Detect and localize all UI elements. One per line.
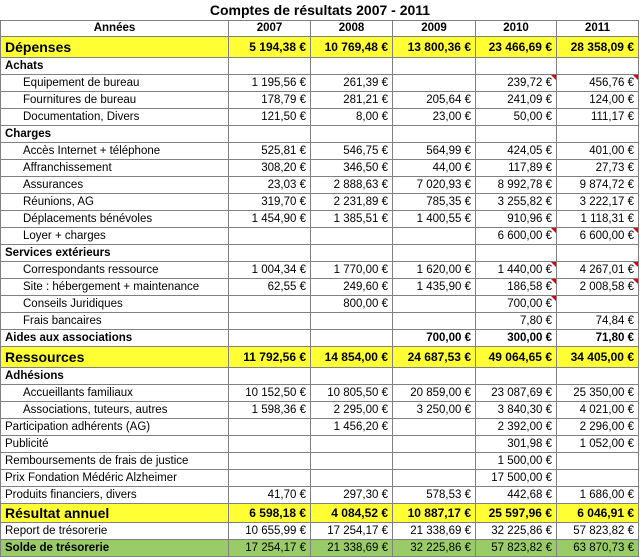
row-label-cell[interactable]: Conseils Juridiques — [1, 296, 229, 313]
table-row — [1, 228, 639, 245]
value-cell-2007[interactable]: 308,20 € — [229, 160, 311, 177]
value-cell-2009[interactable]: 1 400,55 € — [393, 211, 476, 228]
value-cell-2008[interactable]: 10 769,48 € — [311, 37, 393, 58]
table-body — [1, 37, 639, 557]
table-row — [1, 368, 639, 385]
value-cell-2008[interactable]: 1 385,51 € — [311, 211, 393, 228]
value-cell-2010[interactable]: 49 064,65 € — [476, 347, 557, 368]
value-cell-2010[interactable]: 7,80 € — [476, 313, 557, 330]
value-cell-2008[interactable]: 1 770,00 € — [311, 262, 393, 279]
row-label-cell[interactable]: Adhésions — [1, 368, 229, 385]
value-cell-2009[interactable]: 10 887,17 € — [393, 504, 476, 523]
value-cell-2010[interactable]: 17 500,00 € — [476, 470, 557, 487]
value-cell-2008[interactable]: 21 338,69 € — [311, 540, 393, 557]
value-cell-2007[interactable]: 5 194,38 € — [229, 37, 311, 58]
table-row — [1, 279, 639, 296]
header-cell-2007[interactable]: 2007 — [229, 21, 311, 37]
row-label-cell[interactable]: Correspondants ressource — [1, 262, 229, 279]
row-label-cell[interactable]: Prix Fondation Médéric Alzheimer — [1, 470, 229, 487]
value-cell-2007[interactable]: 178,79 € — [229, 92, 311, 109]
row-label-cell[interactable]: Fournitures de bureau — [1, 92, 229, 109]
value-cell-2007[interactable]: 1 195,56 € — [229, 75, 311, 92]
value-cell-2008[interactable] — [311, 245, 393, 262]
value-cell-2011[interactable]: 1 118,31 € — [557, 211, 639, 228]
header-row — [1, 21, 639, 37]
header-cell-years[interactable]: Années — [1, 21, 229, 37]
table-row — [1, 453, 639, 470]
row-label-cell[interactable]: Documentation, Divers — [1, 109, 229, 126]
value-cell-2007[interactable]: 319,70 € — [229, 194, 311, 211]
value-cell-2010[interactable]: 117,89 € — [476, 160, 557, 177]
value-cell-2007[interactable]: 10 655,99 € — [229, 523, 311, 540]
table-row — [1, 58, 639, 75]
sheet-title: Comptes de résultats 2007 - 2011 — [209, 2, 431, 18]
row-label-cell[interactable]: Produits financiers, divers — [1, 487, 229, 504]
value-cell-2011[interactable]: 124,00 € — [557, 92, 639, 109]
row-label-cell[interactable]: Site : hébergement + maintenance — [1, 279, 229, 296]
value-cell-2007[interactable] — [229, 313, 311, 330]
row-label-cell[interactable]: Remboursements de frais de justice — [1, 453, 229, 470]
value-cell-2007[interactable]: 23,03 € — [229, 177, 311, 194]
row-label-cell[interactable]: Publicité — [1, 436, 229, 453]
value-cell-2010[interactable]: 2 392,00 € — [476, 419, 557, 436]
value-cell-2008[interactable] — [311, 470, 393, 487]
value-cell-2010[interactable] — [476, 126, 557, 143]
value-cell-2009[interactable]: 20 859,00 € — [393, 385, 476, 402]
value-cell-2010[interactable]: 301,98 € — [476, 436, 557, 453]
value-cell-2010[interactable]: 8 992,78 € — [476, 177, 557, 194]
value-cell-2011[interactable] — [557, 470, 639, 487]
table-row — [1, 109, 639, 126]
table-row — [1, 419, 639, 436]
table-row — [1, 504, 639, 523]
value-cell-2007[interactable] — [229, 470, 311, 487]
value-cell-2010[interactable] — [476, 58, 557, 75]
table-row — [1, 313, 639, 330]
value-cell-2011[interactable]: 27,73 € — [557, 160, 639, 177]
value-cell-2010[interactable]: 50,00 € — [476, 109, 557, 126]
row-label-cell[interactable]: Associations, tuteurs, autres — [1, 402, 229, 419]
table-row — [1, 160, 639, 177]
value-cell-2011[interactable]: 6 600,00 € — [557, 228, 639, 245]
header-cell-2009[interactable]: 2009 — [393, 21, 476, 37]
value-cell-2011[interactable]: 1 686,00 € — [557, 487, 639, 504]
value-cell-2009[interactable] — [393, 313, 476, 330]
table-row — [1, 402, 639, 419]
value-cell-2007[interactable] — [229, 453, 311, 470]
value-cell-2008[interactable] — [311, 436, 393, 453]
value-cell-2011[interactable] — [557, 245, 639, 262]
value-cell-2009[interactable] — [393, 228, 476, 245]
table-row — [1, 92, 639, 109]
table-row — [1, 347, 639, 368]
table-row — [1, 470, 639, 487]
value-cell-2011[interactable]: 28 358,09 € — [557, 37, 639, 58]
value-cell-2007[interactable]: 1 004,34 € — [229, 262, 311, 279]
value-cell-2008[interactable] — [311, 453, 393, 470]
value-cell-2007[interactable] — [229, 58, 311, 75]
value-cell-2008[interactable] — [311, 330, 393, 347]
value-cell-2010[interactable]: 3 840,30 € — [476, 402, 557, 419]
value-cell-2011[interactable]: 25 350,00 € — [557, 385, 639, 402]
value-cell-2009[interactable]: 700,00 € — [393, 330, 476, 347]
value-cell-2007[interactable] — [229, 419, 311, 436]
value-cell-2009[interactable] — [393, 368, 476, 385]
table-row — [1, 211, 639, 228]
value-cell-2009[interactable]: 13 800,36 € — [393, 37, 476, 58]
value-cell-2011[interactable]: 401,00 € — [557, 143, 639, 160]
results-table — [0, 20, 639, 557]
table-row — [1, 194, 639, 211]
value-cell-2009[interactable]: 21 338,69 € — [393, 523, 476, 540]
value-cell-2009[interactable]: 785,35 € — [393, 194, 476, 211]
value-cell-2008[interactable]: 800,00 € — [311, 296, 393, 313]
value-cell-2011[interactable]: 74,84 € — [557, 313, 639, 330]
value-cell-2008[interactable]: 249,60 € — [311, 279, 393, 296]
value-cell-2010[interactable]: 239,72 € — [476, 75, 557, 92]
table-row — [1, 126, 639, 143]
value-cell-2009[interactable]: 1 435,90 € — [393, 279, 476, 296]
value-cell-2010[interactable]: 32 225,86 € — [476, 523, 557, 540]
value-cell-2011[interactable]: 57 823,82 € — [557, 523, 639, 540]
row-label-cell[interactable]: Frais bancaires — [1, 313, 229, 330]
value-cell-2007[interactable]: 41,70 € — [229, 487, 311, 504]
header-cell-2008[interactable]: 2008 — [311, 21, 393, 37]
row-label-cell[interactable]: Achats — [1, 58, 229, 75]
value-cell-2010[interactable]: 700,00 € — [476, 296, 557, 313]
value-cell-2008[interactable] — [311, 313, 393, 330]
value-cell-2011[interactable]: 1 052,00 € — [557, 436, 639, 453]
table-row — [1, 540, 639, 557]
value-cell-2007[interactable]: 1 454,90 € — [229, 211, 311, 228]
value-cell-2008[interactable]: 4 084,52 € — [311, 504, 393, 523]
value-cell-2009[interactable]: 1 620,00 € — [393, 262, 476, 279]
value-cell-2008[interactable]: 546,75 € — [311, 143, 393, 160]
value-cell-2011[interactable] — [557, 453, 639, 470]
value-cell-2008[interactable]: 10 805,50 € — [311, 385, 393, 402]
row-label-cell[interactable]: Charges — [1, 126, 229, 143]
value-cell-2007[interactable]: 10 152,50 € — [229, 385, 311, 402]
row-label-cell[interactable]: Assurances — [1, 177, 229, 194]
row-label-cell[interactable]: Déplacements bénévoles — [1, 211, 229, 228]
row-label-cell[interactable]: Services extérieurs — [1, 245, 229, 262]
value-cell-2010[interactable] — [476, 368, 557, 385]
value-cell-2010[interactable]: 23 466,69 € — [476, 37, 557, 58]
row-label-cell[interactable]: Solde de trésorerie — [1, 540, 229, 557]
value-cell-2008[interactable] — [311, 368, 393, 385]
value-cell-2009[interactable] — [393, 419, 476, 436]
value-cell-2010[interactable]: 3 255,82 € — [476, 194, 557, 211]
value-cell-2009[interactable] — [393, 75, 476, 92]
value-cell-2007[interactable]: 11 792,56 € — [229, 347, 311, 368]
value-cell-2009[interactable]: 564,99 € — [393, 143, 476, 160]
value-cell-2009[interactable] — [393, 436, 476, 453]
value-cell-2008[interactable]: 2 231,89 € — [311, 194, 393, 211]
value-cell-2010[interactable]: 23 087,69 € — [476, 385, 557, 402]
value-cell-2009[interactable]: 3 250,00 € — [393, 402, 476, 419]
value-cell-2007[interactable]: 62,55 € — [229, 279, 311, 296]
value-cell-2007[interactable]: 121,50 € — [229, 109, 311, 126]
table-row — [1, 487, 639, 504]
value-cell-2008[interactable]: 1 456,20 € — [311, 419, 393, 436]
value-cell-2011[interactable]: 2 296,00 € — [557, 419, 639, 436]
row-label-cell[interactable]: Aides aux associations — [1, 330, 229, 347]
value-cell-2008[interactable]: 297,30 € — [311, 487, 393, 504]
table-row — [1, 143, 639, 160]
value-cell-2011[interactable] — [557, 58, 639, 75]
value-cell-2008[interactable]: 261,39 € — [311, 75, 393, 92]
value-cell-2011[interactable] — [557, 126, 639, 143]
value-cell-2011[interactable]: 4 021,00 € — [557, 402, 639, 419]
table-row — [1, 37, 639, 58]
table-row — [1, 245, 639, 262]
value-cell-2009[interactable] — [393, 126, 476, 143]
value-cell-2011[interactable]: 3 222,17 € — [557, 194, 639, 211]
value-cell-2010[interactable]: 25 597,96 € — [476, 504, 557, 523]
value-cell-2009[interactable] — [393, 245, 476, 262]
value-cell-2011[interactable] — [557, 296, 639, 313]
value-cell-2007[interactable] — [229, 330, 311, 347]
value-cell-2011[interactable]: 4 267,01 € — [557, 262, 639, 279]
value-cell-2011[interactable]: 9 874,72 € — [557, 177, 639, 194]
value-cell-2010[interactable]: 1 440,00 € — [476, 262, 557, 279]
row-label-cell[interactable]: Report de trésorerie — [1, 523, 229, 540]
value-cell-2007[interactable]: 6 598,18 € — [229, 504, 311, 523]
value-cell-2008[interactable]: 2 888,63 € — [311, 177, 393, 194]
value-cell-2011[interactable]: 456,76 € — [557, 75, 639, 92]
table-row — [1, 75, 639, 92]
value-cell-2008[interactable]: 8,00 € — [311, 109, 393, 126]
table-row — [1, 523, 639, 540]
value-cell-2010[interactable]: 910,96 € — [476, 211, 557, 228]
value-cell-2009[interactable] — [393, 296, 476, 313]
value-cell-2009[interactable]: 23,00 € — [393, 109, 476, 126]
value-cell-2008[interactable]: 14 854,00 € — [311, 347, 393, 368]
value-cell-2009[interactable]: 24 687,53 € — [393, 347, 476, 368]
value-cell-2010[interactable]: 186,58 € — [476, 279, 557, 296]
value-cell-2010[interactable]: 241,09 € — [476, 92, 557, 109]
row-label-cell[interactable]: Ressources — [1, 347, 229, 368]
table-row — [1, 296, 639, 313]
value-cell-2007[interactable] — [229, 228, 311, 245]
value-cell-2010[interactable]: 300,00 € — [476, 330, 557, 347]
table-row — [1, 436, 639, 453]
row-label-cell[interactable]: Résultat annuel — [1, 504, 229, 523]
value-cell-2007[interactable] — [229, 368, 311, 385]
value-cell-2008[interactable] — [311, 126, 393, 143]
value-cell-2011[interactable]: 63 870,73 € — [557, 540, 639, 557]
value-cell-2009[interactable] — [393, 453, 476, 470]
value-cell-2010[interactable]: 1 500,00 € — [476, 453, 557, 470]
value-cell-2007[interactable]: 525,81 € — [229, 143, 311, 160]
value-cell-2011[interactable]: 34 405,00 € — [557, 347, 639, 368]
value-cell-2007[interactable] — [229, 126, 311, 143]
table-row — [1, 177, 639, 194]
row-label-cell[interactable]: Equipement de bureau — [1, 75, 229, 92]
value-cell-2009[interactable]: 32 225,86 € — [393, 540, 476, 557]
value-cell-2007[interactable]: 17 254,17 € — [229, 540, 311, 557]
value-cell-2009[interactable]: 205,64 € — [393, 92, 476, 109]
row-label-cell[interactable]: Accès Internet + téléphone — [1, 143, 229, 160]
table-row — [1, 262, 639, 279]
value-cell-2010[interactable]: 424,05 € — [476, 143, 557, 160]
value-cell-2009[interactable] — [393, 58, 476, 75]
value-cell-2010[interactable] — [476, 245, 557, 262]
value-cell-2007[interactable] — [229, 245, 311, 262]
row-label-cell[interactable]: Réunions, AG — [1, 194, 229, 211]
header-cell-2010[interactable]: 2010 — [476, 21, 557, 37]
value-cell-2008[interactable]: 17 254,17 € — [311, 523, 393, 540]
table-row — [1, 385, 639, 402]
value-cell-2007[interactable] — [229, 436, 311, 453]
value-cell-2011[interactable]: 6 046,91 € — [557, 504, 639, 523]
row-label-cell[interactable]: Affranchissement — [1, 160, 229, 177]
value-cell-2010[interactable]: 442,68 € — [476, 487, 557, 504]
table-row — [1, 330, 639, 347]
value-cell-2009[interactable]: 44,00 € — [393, 160, 476, 177]
value-cell-2009[interactable]: 7 020,93 € — [393, 177, 476, 194]
value-cell-2011[interactable]: 111,17 € — [557, 109, 639, 126]
value-cell-2009[interactable]: 578,53 € — [393, 487, 476, 504]
row-label-cell[interactable]: Accueillants familiaux — [1, 385, 229, 402]
value-cell-2010[interactable]: 57 823,82 € — [476, 540, 557, 557]
row-label-cell[interactable]: Loyer + charges — [1, 228, 229, 245]
value-cell-2011[interactable]: 2 008,58 € — [557, 279, 639, 296]
header-cell-2011[interactable]: 2011 — [557, 21, 639, 37]
value-cell-2011[interactable]: 71,80 € — [557, 330, 639, 347]
value-cell-2008[interactable]: 281,21 € — [311, 92, 393, 109]
value-cell-2008[interactable] — [311, 58, 393, 75]
value-cell-2008[interactable] — [311, 228, 393, 245]
value-cell-2007[interactable] — [229, 296, 311, 313]
row-label-cell[interactable]: Participation adhérents (AG) — [1, 419, 229, 436]
value-cell-2010[interactable]: 6 600,00 € — [476, 228, 557, 245]
value-cell-2008[interactable]: 2 295,00 € — [311, 402, 393, 419]
value-cell-2008[interactable]: 346,50 € — [311, 160, 393, 177]
value-cell-2007[interactable]: 1 598,36 € — [229, 402, 311, 419]
value-cell-2009[interactable] — [393, 470, 476, 487]
row-label-cell[interactable]: Dépenses — [1, 37, 229, 58]
value-cell-2011[interactable] — [557, 368, 639, 385]
